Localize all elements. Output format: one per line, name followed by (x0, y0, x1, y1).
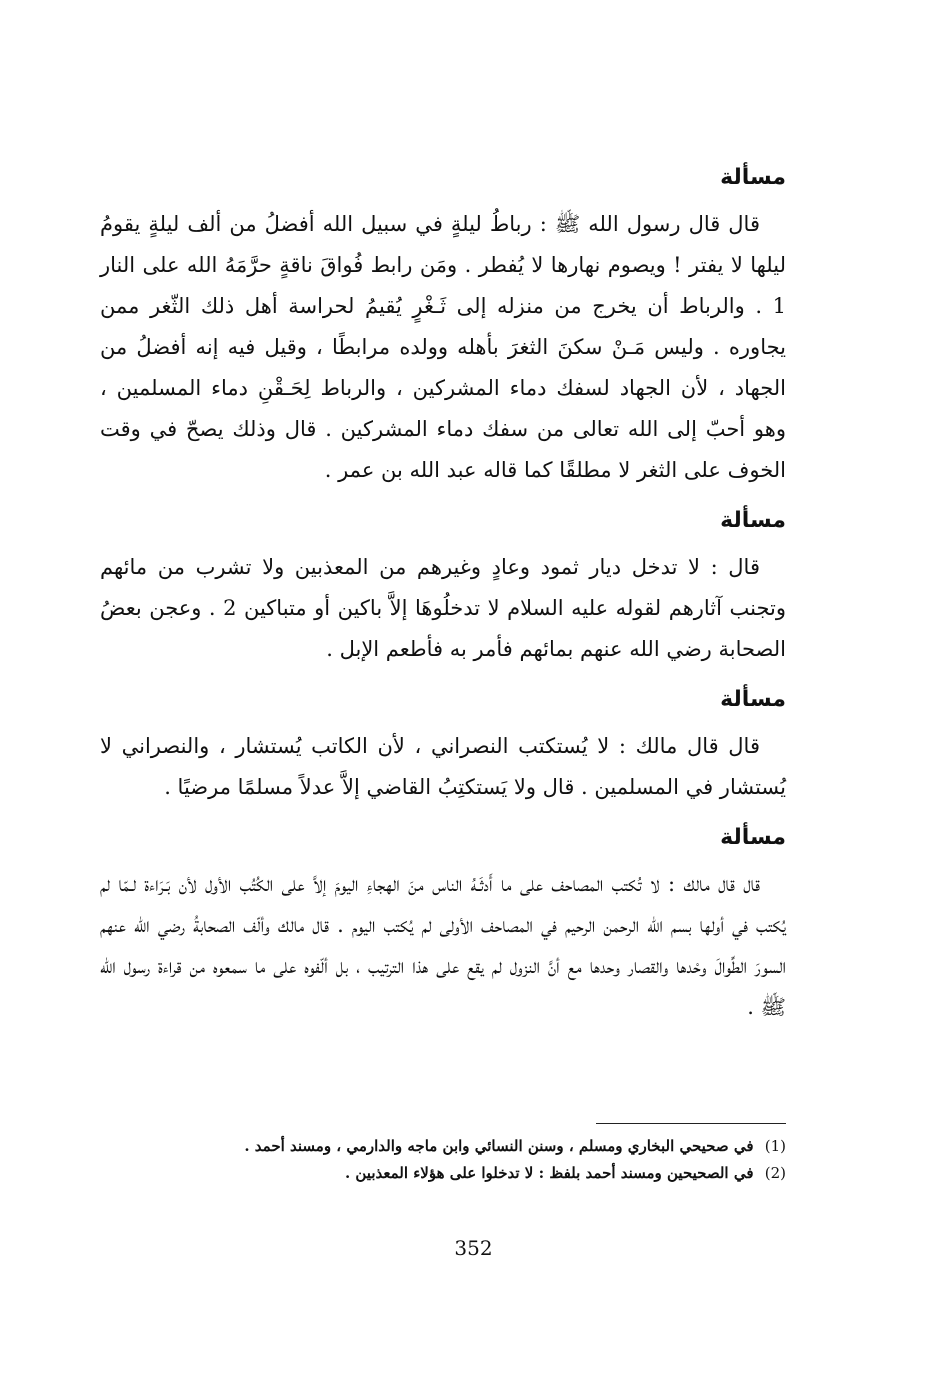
section-heading: مسألة (720, 687, 786, 712)
footnote-number: (2) (764, 1164, 786, 1182)
footnote-separator (596, 1123, 786, 1124)
section-paragraph: قال قال مالك : لا تُكتب المصاحف على ما أَدثَـهُ الناس منَ الهجاءِ اليومَ إلاَّ على الكُتُب الأول لأن بَـرَاءة لـمّا لم يُكتب في أولها بسم الله الرحمن الرحيم في المصاحف الأولى لم يُكتب اليوم . قال مالك وألّف الصحابةُ رضي الله عنهم السورَ الطِّوالَ وحْدها والقصار وحدها مع أنَّ النزول لم يقع على هذا الترتيب ، بل ألّفوه على ما سمعوه من قراءة رسول الله ﷺ . (100, 872, 786, 1019)
section-heading: مسألة (720, 825, 786, 850)
footnotes (180, 1133, 786, 1187)
section-heading: مسألة (720, 165, 786, 190)
footnote (180, 1160, 786, 1187)
section-paragraph: قال قال مالك : لا يُستكتب النصراني ، لأن الكاتب يُستشار ، والنصراني لا يُستشار في المسلمين . قال ولا يَستكتِبُ القاضي إلاَّ عدلاً مسلمًا مرضيًا . (100, 734, 786, 799)
footnote (180, 1133, 786, 1160)
footnote-text: في صحيحي البخاري ومسلم ، وسنن النسائي وابن ماجه والدارمي ، ومسند أحمد . (244, 1137, 754, 1155)
page-body (100, 160, 786, 1040)
section-paragraph: قال قال رسول الله ﷺ : رباطُ ليلةٍ في سبيل الله أفضلُ من ألف ليلةٍ يقومُ ليلها لا يفتر ! ويصوم نهارها لا يُفطر . ومَن رابط فُواقَ ناقةٍ حرَّمَهُ الله على النار 1 . والرباط أن يخرج من منزله إلى ثَـغْرٍ يُقيمُ لحراسة أهل ذلك الثّغر ممن يجاوره . وليس مَـنْ سكنَ الثغرَ بأهله وولده مرابطًا ، وقيل فيه إنه أفضلُ من الجهاد ، لأن الجهاد لسفك دماء المشركين ، والرباط لِحَـقْنِ دماء المسلمين ، وهو أحبّ إلى الله تعالى من سفك دماء المشركين . قال وذلك يصحّ في وقت الخوف على الثغر لا مطلقًا كما قاله عبد الله بن عمر . (100, 212, 786, 482)
section-heading: مسألة (720, 508, 786, 533)
footnote-number: (1) (764, 1137, 786, 1155)
page-number: 352 (454, 1236, 493, 1260)
section-paragraph: قال : لا تدخل ديار ثمود وعادٍ وغيرهم من المعذبين ولا تشرب من مائهم وتجنب آثارهم لقوله عليه السلام لا تدخلُوهَا إلاَّ باكين أو متباكين 2 . وعجن بعضُ الصحابة رضي الله عنهم بمائهم فأمر به فأطعم الإبل . (100, 555, 786, 661)
footnote-text: في الصحيحين ومسند أحمد بلفظ : لا تدخلوا على هؤلاء المعذبين . (344, 1164, 754, 1182)
